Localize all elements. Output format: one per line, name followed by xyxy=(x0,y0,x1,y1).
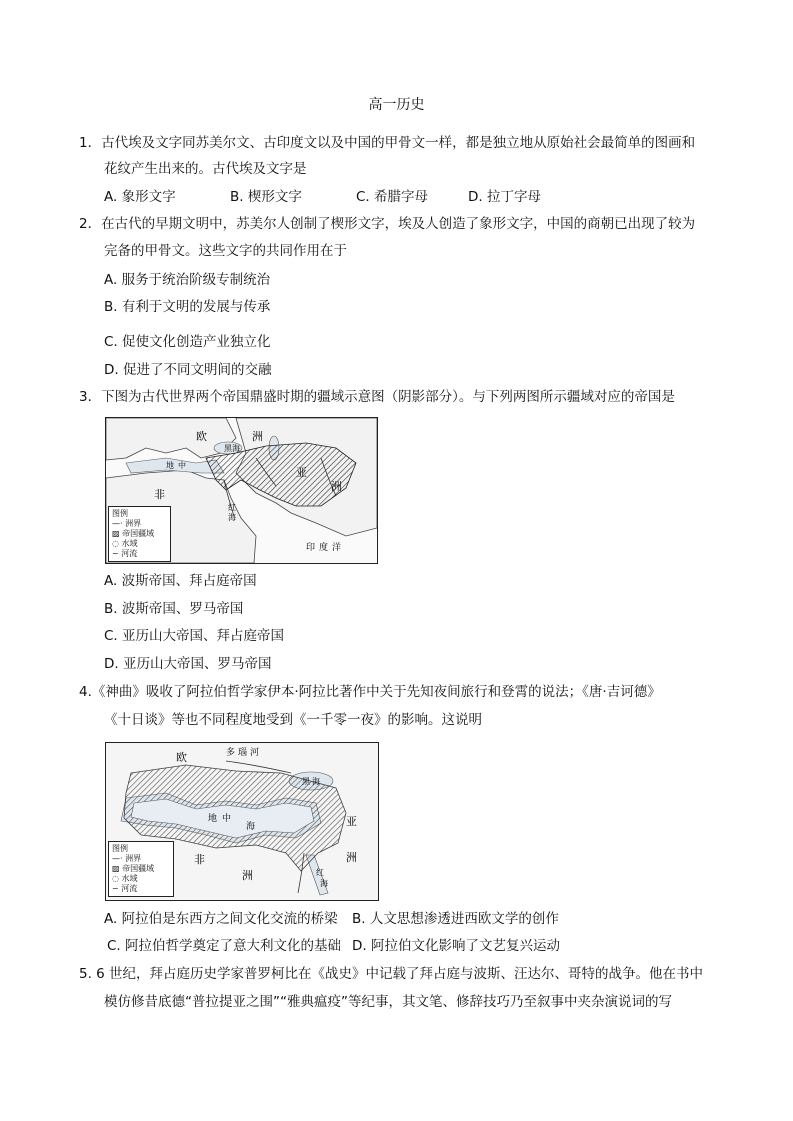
map1-label: 地 xyxy=(166,461,174,470)
q1-option-b: B. 楔形文字 xyxy=(230,189,302,205)
map1-label: 海 xyxy=(228,513,236,522)
map2-label: 海 xyxy=(320,879,328,888)
q5-stem-line2: 模仿修昔底德“普拉提亚之围”“雅典瘟疫”等纪事，其文笔、修辞技巧乃至叙事中夹杂演说词的写 xyxy=(104,994,672,1010)
q3-option-d: D. 亚历山大帝国、罗马帝国 xyxy=(104,656,272,672)
map2-label: 中 xyxy=(222,814,232,824)
map1-label: 度 xyxy=(319,543,329,553)
q2-stem-line2: 完备的甲骨文。这些文字的共同作用在于 xyxy=(104,243,347,259)
q2-option-a: A. 服务于统治阶级专制统治 xyxy=(104,272,271,288)
map1-label: 印 xyxy=(306,543,316,553)
q4-option-c: C. 阿拉伯哲学奠定了意大利文化的基础 xyxy=(107,938,342,954)
legend-item: ~ 河流 xyxy=(112,884,138,893)
q1-option-d: D. 拉丁字母 xyxy=(468,189,541,205)
q1-stem-line2: 花纹产生出来的。古代埃及文字是 xyxy=(104,161,307,177)
q4-stem-line1: 4.《神曲》吸收了阿拉伯哲学家伊本·阿拉比著作中关于先知夜间旅行和登霄的说法；《唐·吉诃德》 xyxy=(79,684,661,700)
map2-label: 河 xyxy=(250,748,260,758)
map1-label: 非 xyxy=(154,488,165,501)
map2-label: 多 xyxy=(226,748,236,758)
map1-label: 红 xyxy=(228,503,236,512)
q2-option-d: D. 促进了不同文明间的交融 xyxy=(104,362,272,378)
map2-label: 非 xyxy=(194,853,205,866)
map1-label: 洲 xyxy=(331,480,342,493)
q4-option-b: B. 人文思想渗透进西欧文学的创作 xyxy=(352,911,559,927)
q2-stem-line1: 2．在古代的早期文明中，苏美尔人创制了楔形文字，埃及人创造了象形文字，中国的商朝已出现了较为 xyxy=(79,216,696,232)
legend-item: ~ 河流 xyxy=(112,549,138,558)
map1-label: 洲 xyxy=(252,430,263,443)
map2-label: 瑙 xyxy=(238,748,248,758)
legend-title: 图例 xyxy=(112,509,128,518)
legend-item: ▨ 帝国疆域 xyxy=(112,864,155,873)
map2-label: 亚 xyxy=(346,815,357,828)
map-1-legend xyxy=(108,506,171,562)
q3-option-b: B. 波斯帝国、罗马帝国 xyxy=(104,601,244,617)
map2-label: 洲 xyxy=(242,869,253,882)
q1-option-a: A. 象形文字 xyxy=(104,189,176,205)
map-2-legend xyxy=(108,841,174,897)
map1-label: 欧 xyxy=(196,430,207,443)
q3-option-c: C. 亚历山大帝国、拜占庭帝国 xyxy=(104,628,285,644)
map2-label: 海 xyxy=(246,822,256,832)
legend-item: ◌ 水域 xyxy=(112,539,138,548)
q2-option-b: B. 有利于文明的发展与传承 xyxy=(104,299,271,315)
q4-option-d: D. 阿拉伯文化影响了文艺复兴运动 xyxy=(352,938,560,954)
map2-label: 洲 xyxy=(346,851,357,864)
map2-label: 黑 xyxy=(302,777,310,786)
legend-item: —· 洲界 xyxy=(112,854,142,863)
map1-label: 黑 xyxy=(224,444,232,453)
map1-label: 洋 xyxy=(332,543,342,553)
legend-item: ◌ 水域 xyxy=(112,874,138,883)
q4-option-a: A. 阿拉伯是东西方之间文化交流的桥梁 xyxy=(104,911,338,927)
q1-stem-line1: 1．古代埃及文字同苏美尔文、古印度文以及中国的甲骨文一样，都是独立地从原始社会最简单的图画和 xyxy=(79,135,696,151)
q3-option-a: A. 波斯帝国、拜占庭帝国 xyxy=(104,573,257,589)
map1-label: 海 xyxy=(232,444,240,453)
q5-stem-line1: 5. 6 世纪，拜占庭历史学家普罗柯比在《战史》中记载了拜占庭与波斯、汪达尔、哥特的战争。他在书中 xyxy=(79,966,704,982)
map2-label: 欧 xyxy=(176,751,187,764)
legend-item: ▨ 帝国疆域 xyxy=(112,529,155,538)
map1-label: 中 xyxy=(178,461,186,470)
page-title: 高一历史 xyxy=(368,97,425,113)
empire-map-1 xyxy=(105,417,378,564)
q2-option-c: C. 促使文化创造产业独立化 xyxy=(104,334,271,350)
map2-label: 地 xyxy=(208,814,218,824)
map1-label: 亚 xyxy=(296,466,307,479)
legend-title: 图例 xyxy=(112,844,128,853)
q1-option-c: C. 希腊字母 xyxy=(356,189,429,205)
map2-label: 红 xyxy=(316,868,324,877)
map2-label: 海 xyxy=(312,777,320,786)
q3-stem-line1: 3．下图为古代世界两个帝国鼎盛时期的疆域示意图（阴影部分）。与下列两图所示疆域对应的帝国是 xyxy=(79,389,675,405)
q4-stem-line2: 《十日谈》等也不同程度地受到《一千零一夜》的影响。这说明 xyxy=(104,712,482,728)
empire-map-2 xyxy=(105,742,379,901)
legend-item: —· 洲界 xyxy=(112,519,142,528)
